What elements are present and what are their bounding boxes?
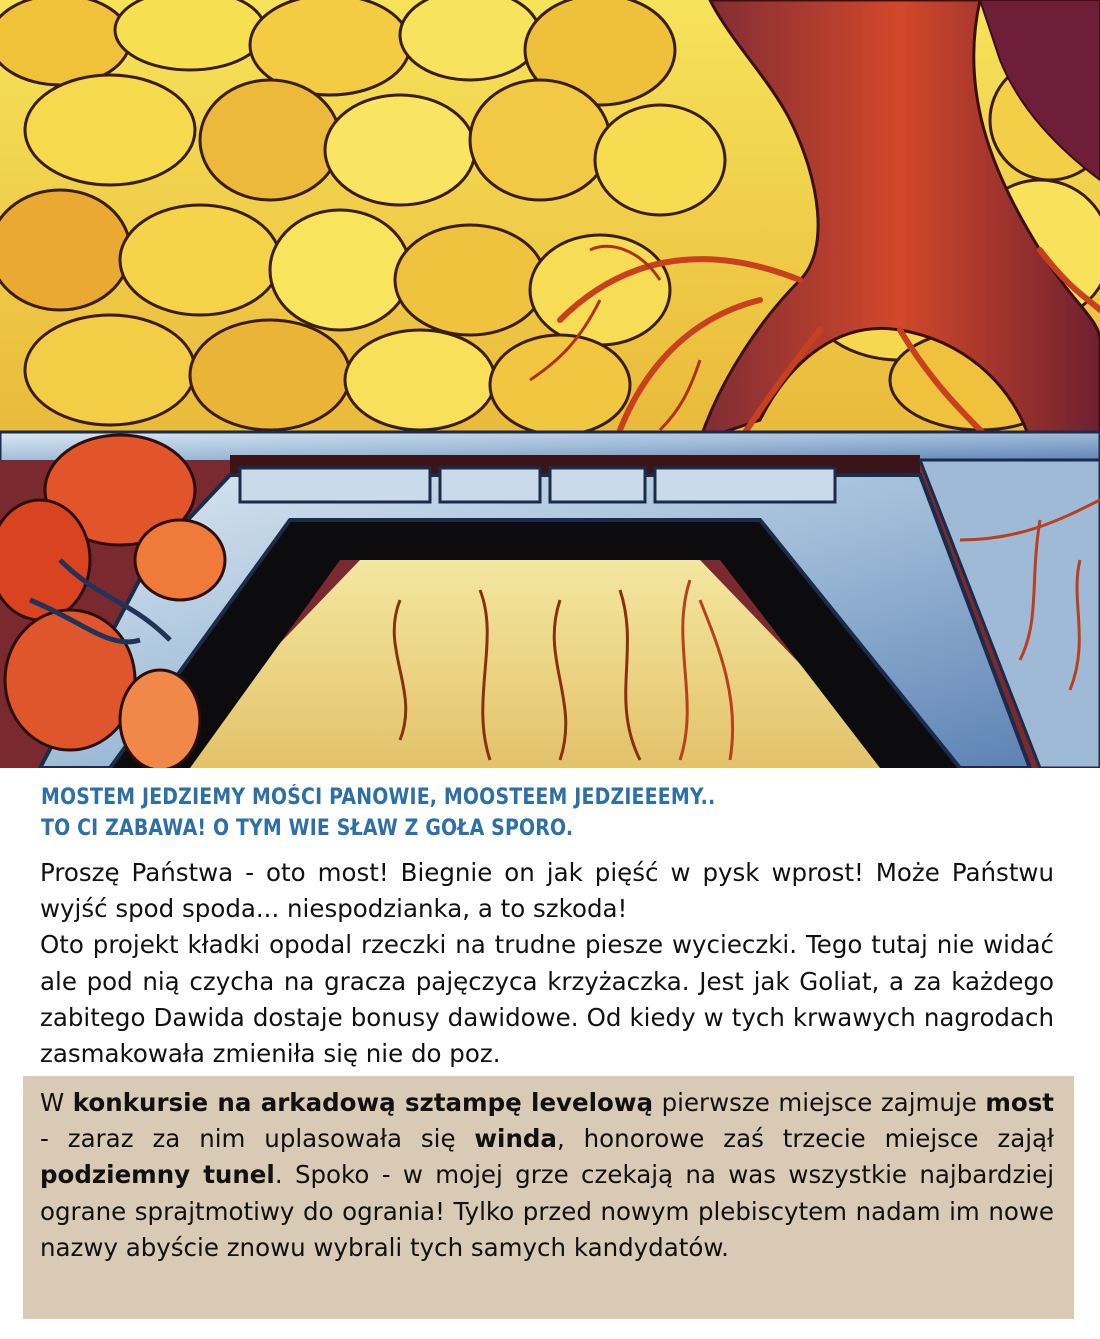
heading: [41, 782, 918, 844]
body-text: [40, 855, 1054, 1072]
note-text-1: W: [40, 1088, 73, 1117]
note-text-3: - zaraz za nim uplasowała się: [40, 1124, 475, 1154]
note-text-4: , honorowe zaś trzecie miejsce zajął: [556, 1124, 1055, 1154]
note-bold-tunnel: podziemny tunel: [40, 1160, 275, 1190]
paragraph-2: Oto projekt kładki opodal rzeczki na trudne piesze wycieczki. Tego tutaj nie widać ale pod nią czycha na gracza pajęczyca krzyżaczka. Jest jak Goliat, a za każdego zabitego Dawida dostaje bonusy dawidowe. Od kiedy w tych krwawych nagrodach zasmakowała zmieniła się nie do poz.: [40, 930, 1054, 1069]
note-text-5: . Spoko - w mojej grze czekają na was wszystkie najbardziej ograne sprajtmotiwy do ogrania! Tylko przed nowym plebiscytem nadam im nowe nazwy abyście znowu wybrali tych samych kandydatów.: [40, 1160, 1055, 1262]
note-text-2: pierwsze miejsce zajmuje: [653, 1088, 986, 1117]
heading-line-2: TO CI ZABAWA! O TYM WIE SŁAW Z GOŁA SPORO.: [41, 816, 574, 841]
heading-line-1: MOSTEM JEDZIEMY MOŚCI PANOWIE, MOOSTEEM JEDZIEEEMY..: [41, 785, 716, 810]
contest-note-text: [40, 1085, 1054, 1266]
note-bold-contest: konkursie na arkadową sztampę levelową: [72, 1088, 654, 1117]
note-bold-bridge: most: [985, 1088, 1054, 1117]
note-bold-elevator: winda: [474, 1124, 557, 1154]
paragraph-1: Proszę Państwa - oto most! Biegnie on jak pięść w pysk wprost! Może Państwu wyjść spod spoda... niespodzianka, a to szkoda!: [40, 858, 1054, 924]
contest-note-box: [23, 1076, 1074, 1319]
